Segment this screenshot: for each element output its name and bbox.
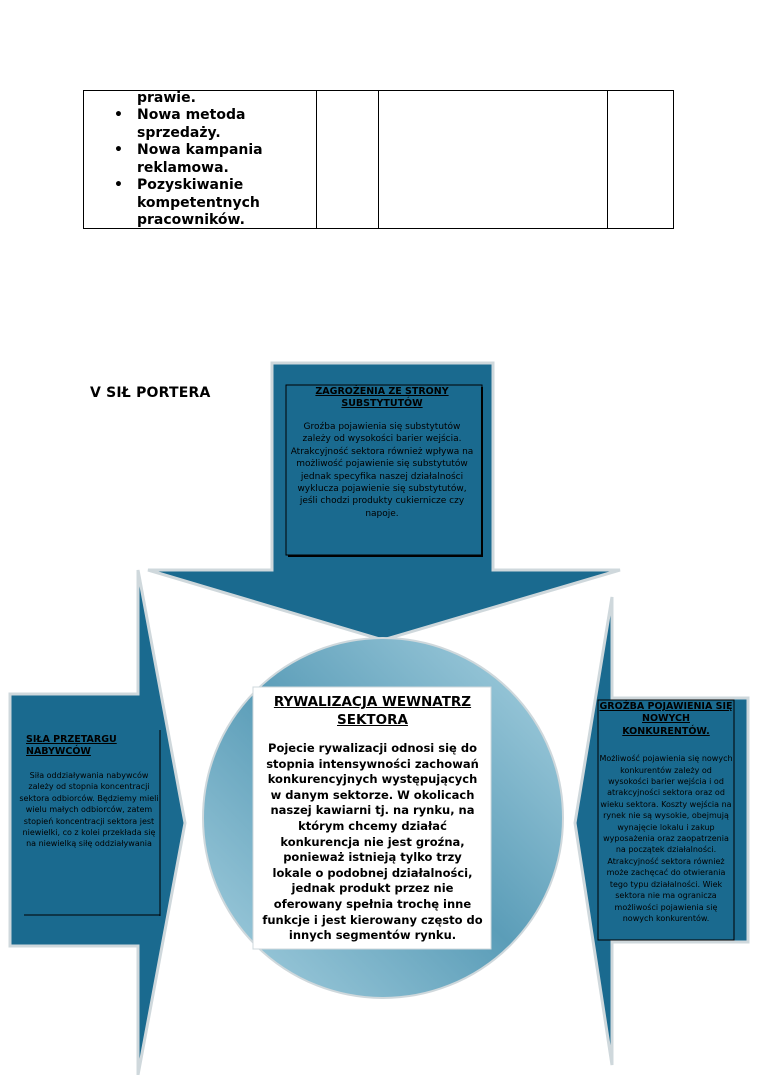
substitutes-title: ZAGROŻENIA ZE STRONY SUBSTYTUTÓW — [315, 386, 449, 409]
new-entrants-title: GROŹBA POJAWIENIA SIĘ NOWYCH KONKURENTÓW. — [599, 701, 733, 737]
list-item: • Nowa metoda sprzedaży. — [114, 107, 246, 141]
new-entrants-box — [597, 699, 735, 940]
rivalry-box-content — [254, 687, 491, 949]
continued-text: prawie. — [137, 91, 196, 106]
list-item: • Pozyskiwanie kompetentnych pracowników. — [114, 177, 260, 228]
buyers-text: Siła oddziaływania nabywców zależy od stopnia koncentracji sektora odbiorców. Będziemy mieli wielu małych odbiorców, zatem stopień koncentracji sektora jest niewielki, co z kolei przekłada się na niewielką siłę oddziaływania — [19, 771, 159, 849]
rivalry-title: RYWALIZACJA WEWNATRZ SEKTORA — [273, 694, 472, 728]
list-item: • Nowa kampania reklamowa. — [114, 142, 263, 176]
buyers-title: SIŁA PRZETARGU NABYWCÓW — [26, 734, 117, 757]
rivalry-text: Pojecie rywalizacji odnosi się do stopnia intensywności zachowań konkurencyjnych występujących w danym sektorze. W okolicach naszej kawiarni tj. na rynku, na którym chcemy działać konkurencja nie jest groźna, ponieważ istnieją tylko trzy lokale o podobnej działalności, jednak produkt przez nie oferowany spełnia trochę inne funkcje i jest kierowany często do innych segmentów rynku. — [262, 741, 483, 943]
substitutes-text: Groźba pojawienia się substytutów zależy od wysokości barier wejścia. Atrakcyjność sektora również wpływa na możliwość pojawienie się substytutów jednak specyfika naszej działalności wyklucza pojawienie się substytutów, jeśli chodzi produkty cukiernicze czy napoje. — [290, 422, 474, 519]
buyers-box — [14, 730, 164, 915]
section-heading: V SIŁ PORTERA — [90, 385, 211, 401]
new-entrants-text: Możliwość pojawienia się nowych konkurentów zależy od wysokości barier wejścia i od atrakcyjności sektora oraz od wieku sektora. Koszty wejścia na rynek nie są wysokie, obejmują wynajęcie lokalu i zakup wyposażenia oraz zaopatrzenia na początek działalności. Atrakcyjność sektora również może zachęcać do otwierania tego typu działalności. Wiek sektora nie ma ogranicza możliwości pojawienia się nowych konkurentów. — [599, 754, 733, 923]
substitutes-box — [283, 383, 481, 555]
